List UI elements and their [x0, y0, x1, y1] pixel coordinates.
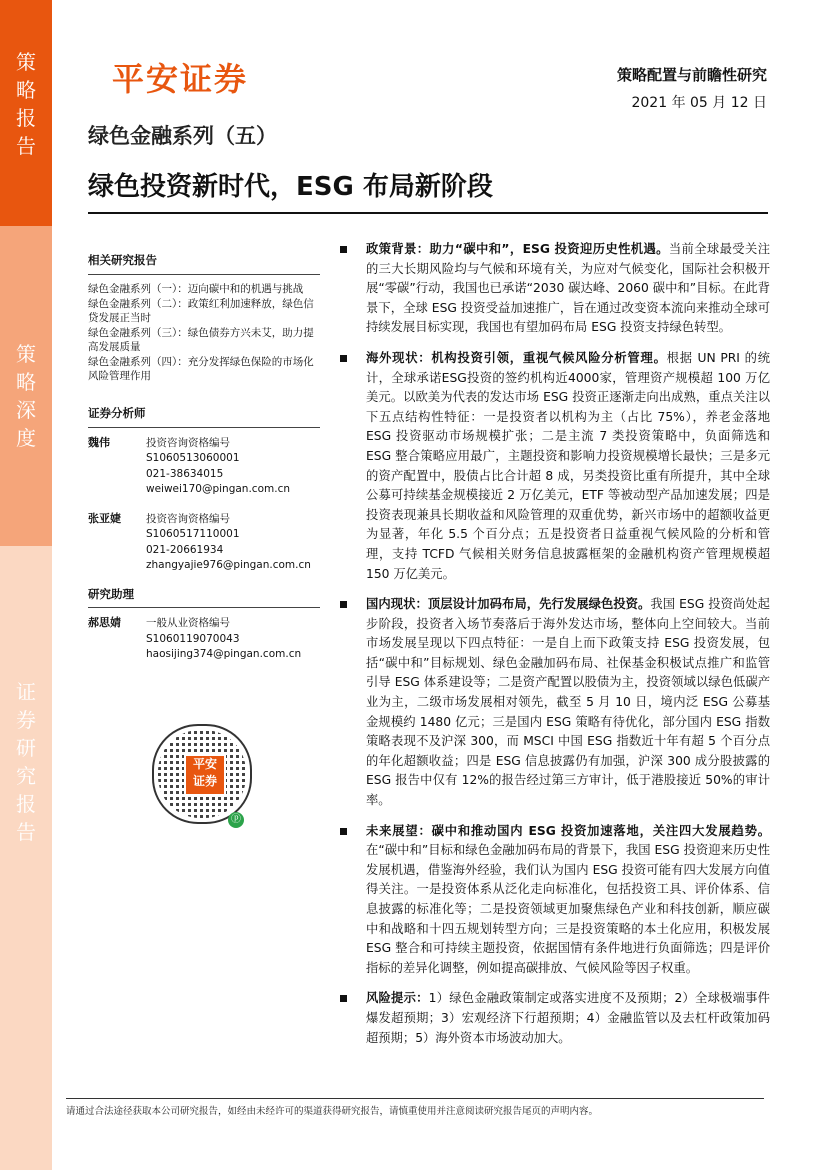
sidebar-label-report-type [0, 48, 52, 160]
page-title: 绿色投资新时代，ESG 布局新阶段 [88, 172, 493, 202]
summary-paragraph [338, 349, 770, 584]
left-column [88, 254, 320, 677]
analyst-info-line: 投资咨询资格编号 [146, 436, 230, 449]
series-title: 绿色金融系列（五） [88, 124, 277, 148]
analyst-info-line[interactable]: haosijing374@pingan.com.cn [146, 648, 302, 660]
qr-logo-top: 平安 [192, 757, 217, 771]
miniprogram-icon: ⓟ [228, 812, 244, 828]
analyst-info-line: 021-38634015 [146, 467, 224, 480]
sidebar-block-bottom [0, 546, 52, 1170]
analyst-info-line: 投资咨询资格编号 [146, 512, 230, 525]
qr-logo [184, 754, 226, 796]
paragraph-text: 根据 UN PRI 的统计，全球承诺ESG投资的签约机构近4000家，管理资产规模超 100 万亿美元。以欧美为代表的发达市场 ESG 投资正逐渐走向出成熟，重点关注以下五点结构性特征：一是投资者以机构为主（占比 75%），养老金落地 ESG 投资驱动市场规模扩张；二是主流 7 类投资策略中，负面筛选和 ESG 整合策略应用最广，主题投资和影响力投资规模增长最快；三是多元的资产配置中，股债占比合计超 8 成，另类投资比重有所提升，其中全球公募可持续基金规模接近 2 万亿美元，ETF 等被动型产品加速发展；四是投资表现兼具长期收益和风险管理的双重优势，新兴市场中的超额收益更为显著，年化 5.5 个百分点；五是投资者日益重视气候风险的分析和管理，支持 TCFD 气候相关财务信息披露框架的金融机构资产管理规模超 150 万亿美元。 [366, 350, 770, 581]
analysts-list [88, 436, 320, 574]
qr-code[interactable] [152, 724, 252, 824]
sidebar-char: 略 [16, 78, 36, 102]
paragraph-text: 在“碳中和”目标和绿色金融加码布局的背景下，我国 ESG 投资迎来历史性发展机遇，借鉴海外经验，我们认为国内 ESG 投资可能有四大发展方向值得关注。一是投资体系从泛化走向标准化，包括投资工具、评价体系、信息披露的标准化等；二是投资领域更加聚焦绿色产业和科技创新，顺应碳中和战略和十四五规划转型方向；三是投资策略的本土化应用，积极发展 ESG 整合和可持续主题投资，依据国情有条件地进行负面筛选；四是评价指标的差异化调整，例如提高碳排放、气候风险等因子权重。 [366, 843, 770, 975]
related-reports-heading: 相关研究报告 [88, 254, 320, 275]
square-bullet-icon [340, 601, 347, 608]
sidebar-char: 研 [16, 736, 36, 760]
footer-divider [66, 1098, 764, 1099]
related-report-item[interactable]: 绿色金融系列（四）：充分发挥绿色保险的市场化风险管理作用 [88, 356, 314, 382]
sidebar-label-depth [0, 340, 52, 452]
paragraph-lead: 国内现状：顶层设计加码布局，先行发展绿色投资。 [366, 597, 651, 612]
square-bullet-icon [340, 246, 347, 253]
paragraph-text: 1）绿色金融政策制定或落实进度不及预期；2）全球极端事件爆发超预期；3）宏观经济下行超预期；4）金融监管以及去杠杆政策加码超预期；5）海外资本市场波动加大。 [366, 991, 770, 1045]
analyst-info-line: S1060119070043 [146, 632, 240, 645]
sidebar-char: 证 [16, 680, 36, 704]
report-date: 2021 年 05 月 12 日 [631, 95, 767, 111]
paragraph-lead: 风险提示： [366, 991, 429, 1006]
sidebar-label-research [0, 678, 52, 846]
summary-paragraph [338, 240, 770, 338]
analyst-info [146, 616, 301, 663]
sidebar-char: 报 [16, 792, 36, 816]
related-report-item[interactable]: 绿色金融系列（二）：政策红利加速释放，绿色信贷发展正当时 [88, 298, 314, 324]
related-reports-list [88, 283, 320, 384]
summary-paragraph [338, 595, 770, 811]
paragraph-text: 我国 ESG 投资尚处起步阶段，投资者入场节奏落后于海外发达市场，整体向上空间较大。当前市场发展呈现以下四点特征：一是自上而下政策支持 ESG 投资发展，包括“碳中和”目标规划、绿色金融加码布局、社保基金积极试点推广和监管引导 ESG 体系建设等；二是资产配置以股债为主，投资领域以绿色低碳产业为主，二级市场发展相对领先，截至 5 月 10 日，境内泛 ESG 公募基金规模约 1480 亿元；三是国内 ESG 策略有待优化，部分国内 ESG 指数策略表现不及沪深 300，而 MSCI 中国 ESG 指数近十年有超 5 个百分点的年化超额收益；四是 ESG 信息披露仍有加强，沪深 300 成分股披露的 ESG 报告中仅有 12%的报告经过第三方审计，低于港股接近 50%的审计率。 [366, 597, 770, 808]
sidebar-char: 报 [16, 106, 36, 130]
paragraph-lead: 未来展望：碳中和推动国内 ESG 投资加速落地，关注四大发展趋势。 [366, 823, 770, 838]
sidebar-char: 究 [16, 764, 36, 788]
analysts-heading: 证券分析师 [88, 407, 320, 428]
paragraph-lead: 政策背景：助力“碳中和”，ESG 投资迎历史性机遇。 [366, 242, 669, 256]
analyst-info-line: S1060517110001 [146, 528, 240, 540]
square-bullet-icon [340, 355, 347, 362]
analyst-name: 郝思婧 [88, 616, 121, 629]
analyst-info-line: 一般从业资格编号 [146, 617, 230, 629]
related-report-item[interactable]: 绿色金融系列（一）：迈向碳中和的机遇与挑战 [88, 282, 304, 295]
summary-paragraph [338, 989, 770, 1048]
qr-logo-bottom: 证券 [192, 774, 217, 788]
analyst-info-line[interactable]: weiwei170@pingan.com.cn [146, 483, 290, 495]
analyst-entry [88, 512, 320, 574]
paragraph-lead: 海外现状：机构投资引领，重视气候风险分析管理。 [366, 350, 667, 365]
analyst-info-line: 021-20661934 [146, 543, 224, 556]
sidebar-char: 策 [16, 342, 36, 366]
title-divider [88, 212, 768, 214]
sidebar-char: 告 [16, 134, 36, 158]
assistant-heading: 研究助理 [88, 588, 320, 609]
sidebar-char: 告 [16, 820, 36, 844]
analyst-name: 魏伟 [88, 435, 110, 449]
summary-paragraph [338, 822, 770, 979]
sidebar-char: 策 [16, 50, 36, 74]
paragraph-text: 当前全球最受关注的三大长期风险均与气候和环境有关，为应对气候变化，国际社会积极开展“零碳”行动，我国也已承诺“2030 碳达峰、2060 碳中和”目标。在此背景下，全球 ESG 投资受益加速推广，旨在通过改变资本流向来推动全球可持续发展目标实现，我国也有望加码布局 ESG 投资支持绿色转型。 [366, 242, 770, 335]
analyst-name: 张亚婕 [88, 511, 121, 525]
analyst-info [146, 436, 290, 498]
assistant-list [88, 616, 320, 663]
sidebar-char: 度 [16, 426, 36, 450]
sidebar-char: 券 [16, 708, 36, 732]
sidebar-char: 略 [16, 370, 36, 394]
analyst-info [146, 512, 311, 574]
footer-disclaimer: 请通过合法途径获取本公司研究报告，如经由未经许可的渠道获得研究报告，请慎重使用并注意阅读研究报告尾页的声明内容。 [66, 1106, 599, 1117]
analyst-info-line[interactable]: zhangyajie976@pingan.com.cn [146, 559, 311, 571]
square-bullet-icon [340, 995, 347, 1002]
sidebar-char: 深 [16, 398, 36, 422]
analyst-info-line: S1060513060001 [146, 452, 240, 464]
company-logo: 平安证券 [112, 60, 249, 98]
analyst-entry [88, 436, 320, 498]
department-label: 策略配置与前瞻性研究 [616, 66, 767, 84]
summary-body [338, 240, 770, 1059]
analyst-entry [88, 616, 320, 663]
related-report-item[interactable]: 绿色金融系列（三）：绿色债券方兴未艾，助力提高发展质量 [88, 327, 314, 353]
square-bullet-icon [340, 828, 347, 835]
